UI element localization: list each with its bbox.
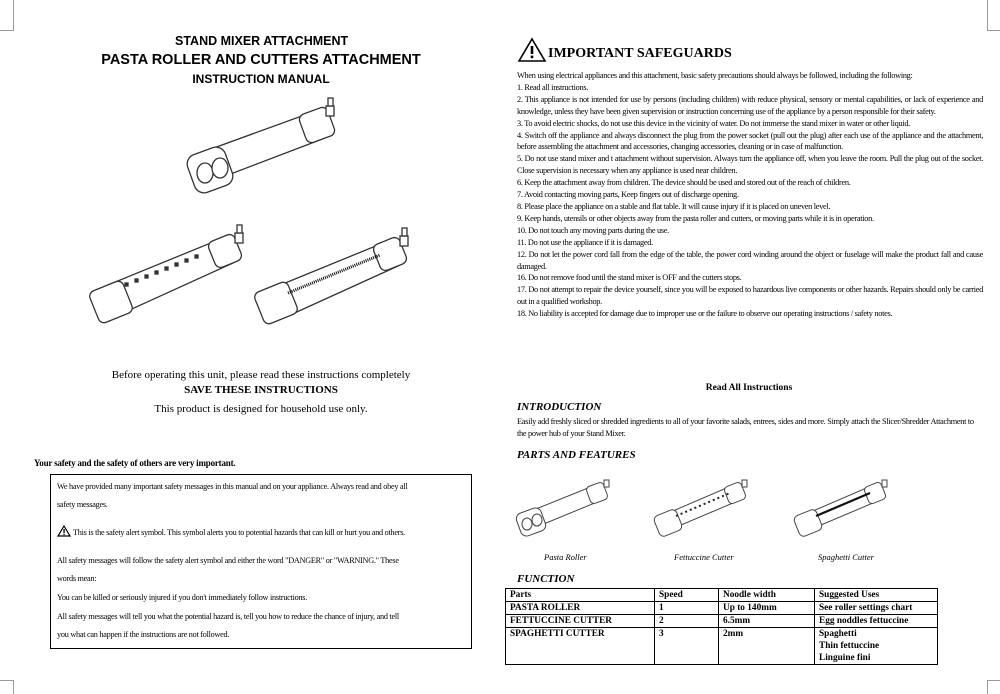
safety-box-line: All safety messages will follow the safety alert symbol and either the word "DANGER" or "WARNING." These (57, 556, 399, 565)
safeguard-item: 17. Do not attempt to repair the device yourself, since you will be exposed to hazardous live components or other hazards. Repairs should only be carried out in a qualified workshop. (517, 285, 983, 307)
safety-box-line: words mean: (57, 574, 97, 583)
safeguard-item: 4. Switch off the appliance and always disconnect the plug from the power socket (pull out the plug) after each use of the appliance and the attachment, before assembling the attachment and accessories, changing accessories, cleaning or in case of malfunction. (517, 130, 983, 152)
crop-mark (0, 680, 14, 681)
safeguards-list (517, 70, 983, 320)
introduction-text: Easily add freshly sliced or shredded ingredients to all of your favorite salads, entrees, sides and more. Simply attach the Slicer/Shredder Attachment to the power hub of your Stand Mixer. (517, 417, 974, 438)
table-cell: Spaghetti Thin fettuccine Linguine fini (815, 628, 938, 665)
safeguard-item: 10. Do not touch any moving parts during the use. (517, 225, 669, 235)
crop-mark (0, 30, 14, 31)
safeguard-item: 16. Do not remove food until the stand mixer is OFF and the cutters stops. (517, 273, 742, 283)
safeguard-item: 1. Read all instructions. (517, 82, 589, 92)
table-row (506, 628, 938, 665)
safety-box-line: All safety messages will tell you what the potential hazard is, tell you how to reduce the chance of injury, and tell (57, 612, 399, 621)
safeguard-item: 5. Do not use stand mixer and t attachment without supervision. Always turn the appliance off, when you leave the room. Pull the plug out of the socket. Close supervision is necessary when any appliance is used near children. (517, 154, 983, 176)
safety-box-line: This is the safety alert symbol. This symbol alerts you to potential hazards that can kill or hurt you and others. (73, 528, 405, 537)
warning-triangle-icon (518, 38, 546, 67)
pasta-roller-illustration (190, 98, 350, 198)
pasta-roller-thumb (518, 478, 618, 538)
header-subtitle: INSTRUCTION MANUAL (192, 72, 330, 86)
table-cell: SPAGHETTI CUTTER (506, 628, 655, 665)
warning-triangle-icon (57, 524, 71, 542)
introduction-heading: INTRODUCTION (517, 401, 602, 413)
safety-messages-box (50, 474, 472, 649)
table-header: Noodle width (719, 589, 815, 602)
safeguard-item: 9. Keep hands, utensils or other objects away from the pasta roller and cutters, or moving parts while it is in operation. (517, 213, 874, 223)
safeguard-item: 6. Keep the attachment away from children. The device should be used and stored out of the reach of children. (517, 178, 851, 188)
fettuccine-cutter-illustration (93, 225, 253, 325)
safeguards-title: IMPORTANT SAFEGUARDS (548, 46, 732, 61)
safety-heading: Your safety and the safety of others are very important. (34, 458, 236, 468)
table-row (506, 602, 938, 615)
table-cell: 6.5mm (719, 615, 815, 628)
read-all-instructions: Read All Instructions (705, 383, 793, 393)
crop-mark (987, 680, 1000, 681)
page-title: PASTA ROLLER AND CUTTERS ATTACHMENT (101, 52, 421, 68)
save-instructions-text: SAVE THESE INSTRUCTIONS (184, 384, 338, 396)
part-caption: Spaghetti Cutter (818, 552, 874, 562)
crop-mark (13, 680, 14, 694)
safety-box-line: you what can happen if the instructions are not followed. (57, 630, 230, 639)
table-header: Parts (506, 589, 655, 602)
parts-features-heading: PARTS AND FEATURES (517, 449, 636, 461)
table-row (506, 615, 938, 628)
table-cell: See roller settings chart (815, 602, 938, 615)
fettuccine-cutter-thumb (656, 478, 756, 538)
crop-mark (13, 0, 14, 30)
table-cell: 2 (655, 615, 719, 628)
household-use-text: This product is designed for household use only. (154, 403, 368, 415)
table-header: Suggested Uses (815, 589, 938, 602)
spaghetti-cutter-thumb (796, 478, 896, 538)
before-operating-text: Before operating this unit, please read these instructions completely (111, 369, 411, 381)
safety-box-line: safety messages. (57, 500, 108, 509)
crop-mark (987, 0, 988, 30)
safeguard-item: 8. Please place the appliance on a stable and flat table. It will cause injury if it is placed on uneven level. (517, 201, 831, 211)
safeguard-item: 11. Do not use the appliance if it is damaged. (517, 237, 653, 247)
function-table (505, 588, 938, 665)
safeguard-item: When using electrical appliances and this attachment, basic safety precautions should always be followed, including the following: (517, 71, 913, 80)
crop-mark (987, 680, 988, 694)
part-caption: Fettuccine Cutter (674, 552, 734, 562)
part-caption: Pasta Roller (544, 552, 587, 562)
safety-box-line: You can be killed or seriously injured if you don't immediately follow instructions. (57, 593, 308, 602)
table-cell: 3 (655, 628, 719, 665)
table-cell: 2mm (719, 628, 815, 665)
safeguard-item: 7. Avoid contacting moving parts, Keep fingers out of discharge opening. (517, 190, 739, 200)
crop-mark (987, 30, 1000, 31)
safeguard-item: 3. To avoid electric shocks, do not use this device in the vicinity of water. Do not immerse the stand mixer in water or other liquid. (517, 118, 910, 128)
table-cell: Egg noddles fettuccine (815, 615, 938, 628)
function-heading: FUNCTION (517, 573, 575, 585)
table-cell: 1 (655, 602, 719, 615)
table-cell: PASTA ROLLER (506, 602, 655, 615)
safeguard-item: 2. This appliance is not intended for use by persons (including children) with reduce physical, sensory or mental capabilities, or lack of experience and knowledge, unless they have been given supervision or instruction concerning use of the appliance by a person responsible for their safety. (517, 94, 983, 116)
table-header-row (506, 589, 938, 602)
table-cell: Up to 140mm (719, 602, 815, 615)
safeguard-item: 18. No liability is accepted for damage due to improper use or the failure to observe our operating instructions / safety notes. (517, 309, 893, 319)
safeguard-item: 12. Do not let the power cord fall from the edge of the table, the power cord winding around the object or fuselage will make the product fall and cause damaged. (517, 249, 983, 271)
table-header: Speed (655, 589, 719, 602)
safety-box-line: We have provided many important safety messages in this manual and on your appliance. Always read and obey all (57, 482, 408, 491)
table-cell: FETTUCCINE CUTTER (506, 615, 655, 628)
spaghetti-cutter-illustration (258, 228, 418, 328)
header-line1: STAND MIXER ATTACHMENT (175, 34, 349, 48)
